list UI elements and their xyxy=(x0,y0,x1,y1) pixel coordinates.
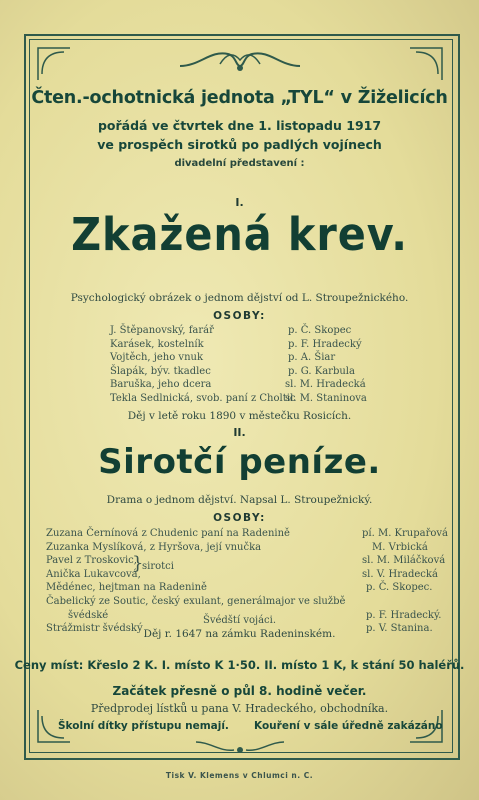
cast-row xyxy=(46,527,449,541)
cast-actor: p. F. Hradecký xyxy=(288,338,362,350)
cast-actor: p. A. Šiar xyxy=(288,352,336,364)
benefit-line: ve prospěch sirotků po padlých vojínech xyxy=(97,137,382,152)
cast-actor: sl. M. Staninova xyxy=(285,392,367,404)
cast-role: Strážmistr švédský xyxy=(46,623,143,635)
event-date-line: pořádá ve čtvrtek dne 1. listopadu 1917 xyxy=(97,118,382,133)
orphans-label: sirotci xyxy=(142,561,174,572)
cast-row xyxy=(110,351,410,365)
cast-actor: p. Č. Skopec. xyxy=(366,582,433,594)
cast-actor: pí. M. Krupařová xyxy=(362,528,449,539)
cast-role: Pavel z Troskovic, xyxy=(46,555,137,567)
play2-extras: Švédští vojáci. xyxy=(202,615,277,626)
play1-title: Zkažená krev. xyxy=(71,208,408,261)
cast-role: švédské xyxy=(68,609,109,621)
cast-role: Šlapák, býv. tkadlec xyxy=(110,365,211,377)
cast-actor: sl. V. Hradecká xyxy=(362,568,438,580)
printer-credit: Tisk V. Klemens v Chlumci n. C. xyxy=(165,771,314,780)
cast-actor: p. G. Karbula xyxy=(288,365,355,377)
cast-row xyxy=(46,568,446,582)
cast-actor: p. Č. Skopec xyxy=(288,325,352,336)
cast-role: Čabelický ze Soutic, český exulant, generálmajor ve službě xyxy=(46,595,346,607)
ticket-prices: Ceny míst: Křeslo 2 K. I. místo K 1·50. II. místo 1 K, k stání 50 haléřů. xyxy=(14,658,465,672)
top-ornament xyxy=(170,44,310,74)
corner-ornament-tr xyxy=(406,44,446,84)
play2-subtitle: Drama o jednom dějství. Napsal L. Stroupežnický. xyxy=(106,494,373,506)
play2-numeral: II. xyxy=(233,426,246,439)
presale-info: Předprodej lístků u pana V. Hradeckého, obchodníka. xyxy=(90,702,389,715)
play1-subtitle: Psychologický obrázek o jednom dějství od L. Stroupežnického. xyxy=(70,292,409,304)
cast-actor: sl. M. Hradecká xyxy=(285,379,366,391)
cast-role: Baruška, jeho dcera xyxy=(110,379,212,391)
cast-row xyxy=(46,554,446,568)
corner-ornament-tl xyxy=(34,44,74,84)
cast-role: Tekla Sedlnická, svob. paní z Choltic xyxy=(110,392,296,404)
start-time: Začátek přesně o půl 8. hodině večer. xyxy=(112,684,367,698)
cast-role: Mědénec, hejtman na Radenině xyxy=(46,582,207,594)
cast-actor: p. F. Hradecký. xyxy=(366,609,442,621)
smoking-notice: Kouření v sále úředně zakázáno xyxy=(254,720,443,732)
play2-title: Sirotčí peníze. xyxy=(98,442,381,482)
play1-cast-heading: OSOBY: xyxy=(213,310,266,322)
cast-actor: sl. M. Miláčková xyxy=(362,555,446,567)
cast-row xyxy=(110,378,410,392)
play1-cast-list xyxy=(110,324,410,406)
cast-row xyxy=(110,324,410,338)
cast-role: Vojtěch, jeho vnuk xyxy=(110,352,204,364)
cast-actor: M. Vrbická xyxy=(372,541,428,553)
performance-line: divadelní představení : xyxy=(174,158,305,169)
cast-role: Zuzana Černínová z Chudenic paní na Radenině xyxy=(46,528,290,539)
children-notice: Školní dítky přístupu nemají. xyxy=(58,720,229,732)
bottom-ornament xyxy=(190,738,290,756)
play2-setting: Děj r. 1647 na zámku Radeninském. xyxy=(143,628,336,640)
cast-role: Anička Lukavcová, xyxy=(46,568,141,580)
cast-row xyxy=(110,365,410,379)
cast-role: J. Štěpanovský, farář xyxy=(110,325,214,336)
play1-numeral: I. xyxy=(235,196,244,209)
cast-actor: p. V. Stanina. xyxy=(366,623,433,635)
cast-role: Zuzanka Myslíková, z Hyršova, její vnučka xyxy=(46,541,262,553)
cast-row xyxy=(110,392,410,406)
play2-cast-heading: OSOBY: xyxy=(213,512,266,524)
cast-row xyxy=(46,595,446,609)
club-name: Čten.-ochotnická jednota „TYL“ v Žiželicích xyxy=(31,88,448,108)
cast-role: Karásek, kostelník xyxy=(110,338,204,350)
cast-row xyxy=(46,581,446,595)
orphans-brace: } xyxy=(132,553,144,574)
play1-setting: Děj v letě roku 1890 v městečku Rosicích. xyxy=(127,410,352,422)
cast-row xyxy=(110,338,410,352)
cast-row xyxy=(46,541,446,555)
